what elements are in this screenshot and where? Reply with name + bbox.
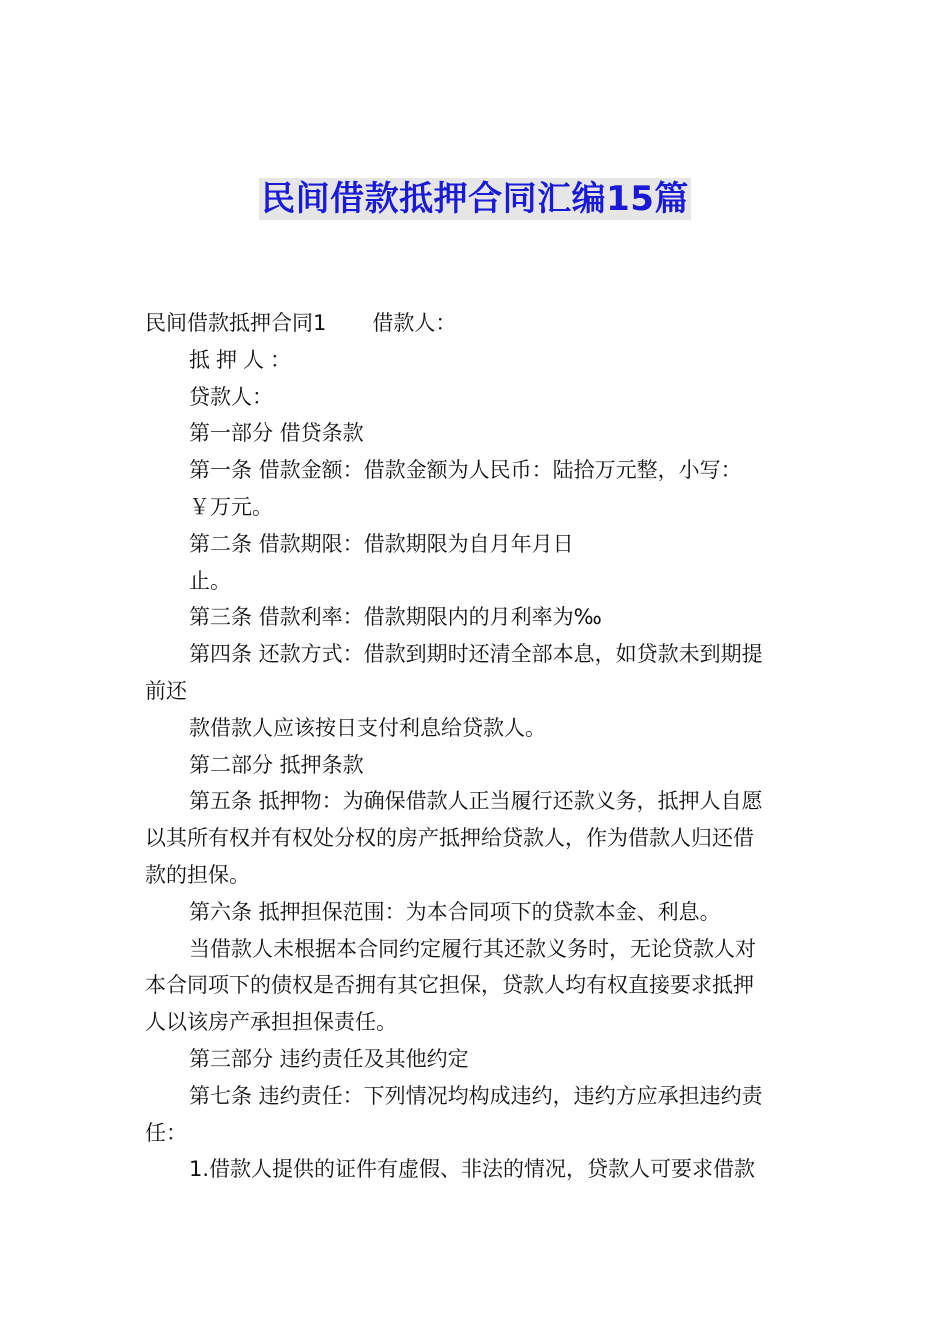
paragraph-line: 任： xyxy=(145,1120,187,1145)
paragraph-line: 本合同项下的债权是否拥有其它担保，贷款人均有权直接要求抵押 xyxy=(145,973,754,998)
paragraph-line: 第四条 还款方式：借款到期时还清全部本息，如贷款未到期提 xyxy=(189,642,763,667)
paragraph-line: 抵押人： xyxy=(189,347,297,372)
section-heading: 第一部分 借贷条款 xyxy=(189,421,364,446)
paragraph-line: 当借款人未根据本合同约定履行其还款义务时，无论贷款人对 xyxy=(189,936,756,961)
contract-heading: 民间借款抵押合同1 xyxy=(145,311,327,335)
paragraph-line: 人以该房产承担担保责任。 xyxy=(145,1010,397,1035)
paragraph-line: 第五条 抵押物：为确保借款人正当履行还款义务，抵押人自愿 xyxy=(189,789,763,814)
paragraph-line: 前还 xyxy=(145,678,187,703)
paragraph-line: 止。 xyxy=(189,568,231,593)
contract-heading-line xyxy=(145,305,810,342)
paragraph-line: 款的担保。 xyxy=(145,862,250,887)
paragraph-line: 1.借款人提供的证件有虚假、非法的情况，贷款人可要求借款 xyxy=(189,1157,756,1182)
paragraph-line: 第六条 抵押担保范围：为本合同项下的贷款本金、利息。 xyxy=(189,899,721,924)
title-container xyxy=(0,178,950,220)
paragraph-line: 第三条 借款利率：借款期限内的月利率为‰ xyxy=(189,605,602,630)
section-heading: 第三部分 违约责任及其他约定 xyxy=(189,1046,469,1071)
paragraph-line: 第七条 违约责任：下列情况均构成违约，违约方应承担违约责 xyxy=(189,1083,763,1108)
paragraph-line: 贷款人： xyxy=(189,384,273,409)
document-body xyxy=(145,305,810,1188)
paragraph-line: 款借款人应该按日支付利息给贷款人。 xyxy=(189,715,546,740)
document-title: 民间借款抵押合同汇编15篇 xyxy=(261,179,689,219)
paragraph-line: 第二条 借款期限：借款期限为自月年月日 xyxy=(189,531,574,556)
paragraph-line: 以其所有权并有权处分权的房产抵押给贷款人，作为借款人归还借 xyxy=(145,826,754,851)
paragraph-line: 第一条 借款金额：借款金额为人民币：陆拾万元整，小写： xyxy=(189,458,742,483)
borrower-label: 借款人： xyxy=(372,311,457,335)
section-heading: 第二部分 抵押条款 xyxy=(189,752,364,777)
paragraph-line: ￥万元。 xyxy=(189,494,273,519)
